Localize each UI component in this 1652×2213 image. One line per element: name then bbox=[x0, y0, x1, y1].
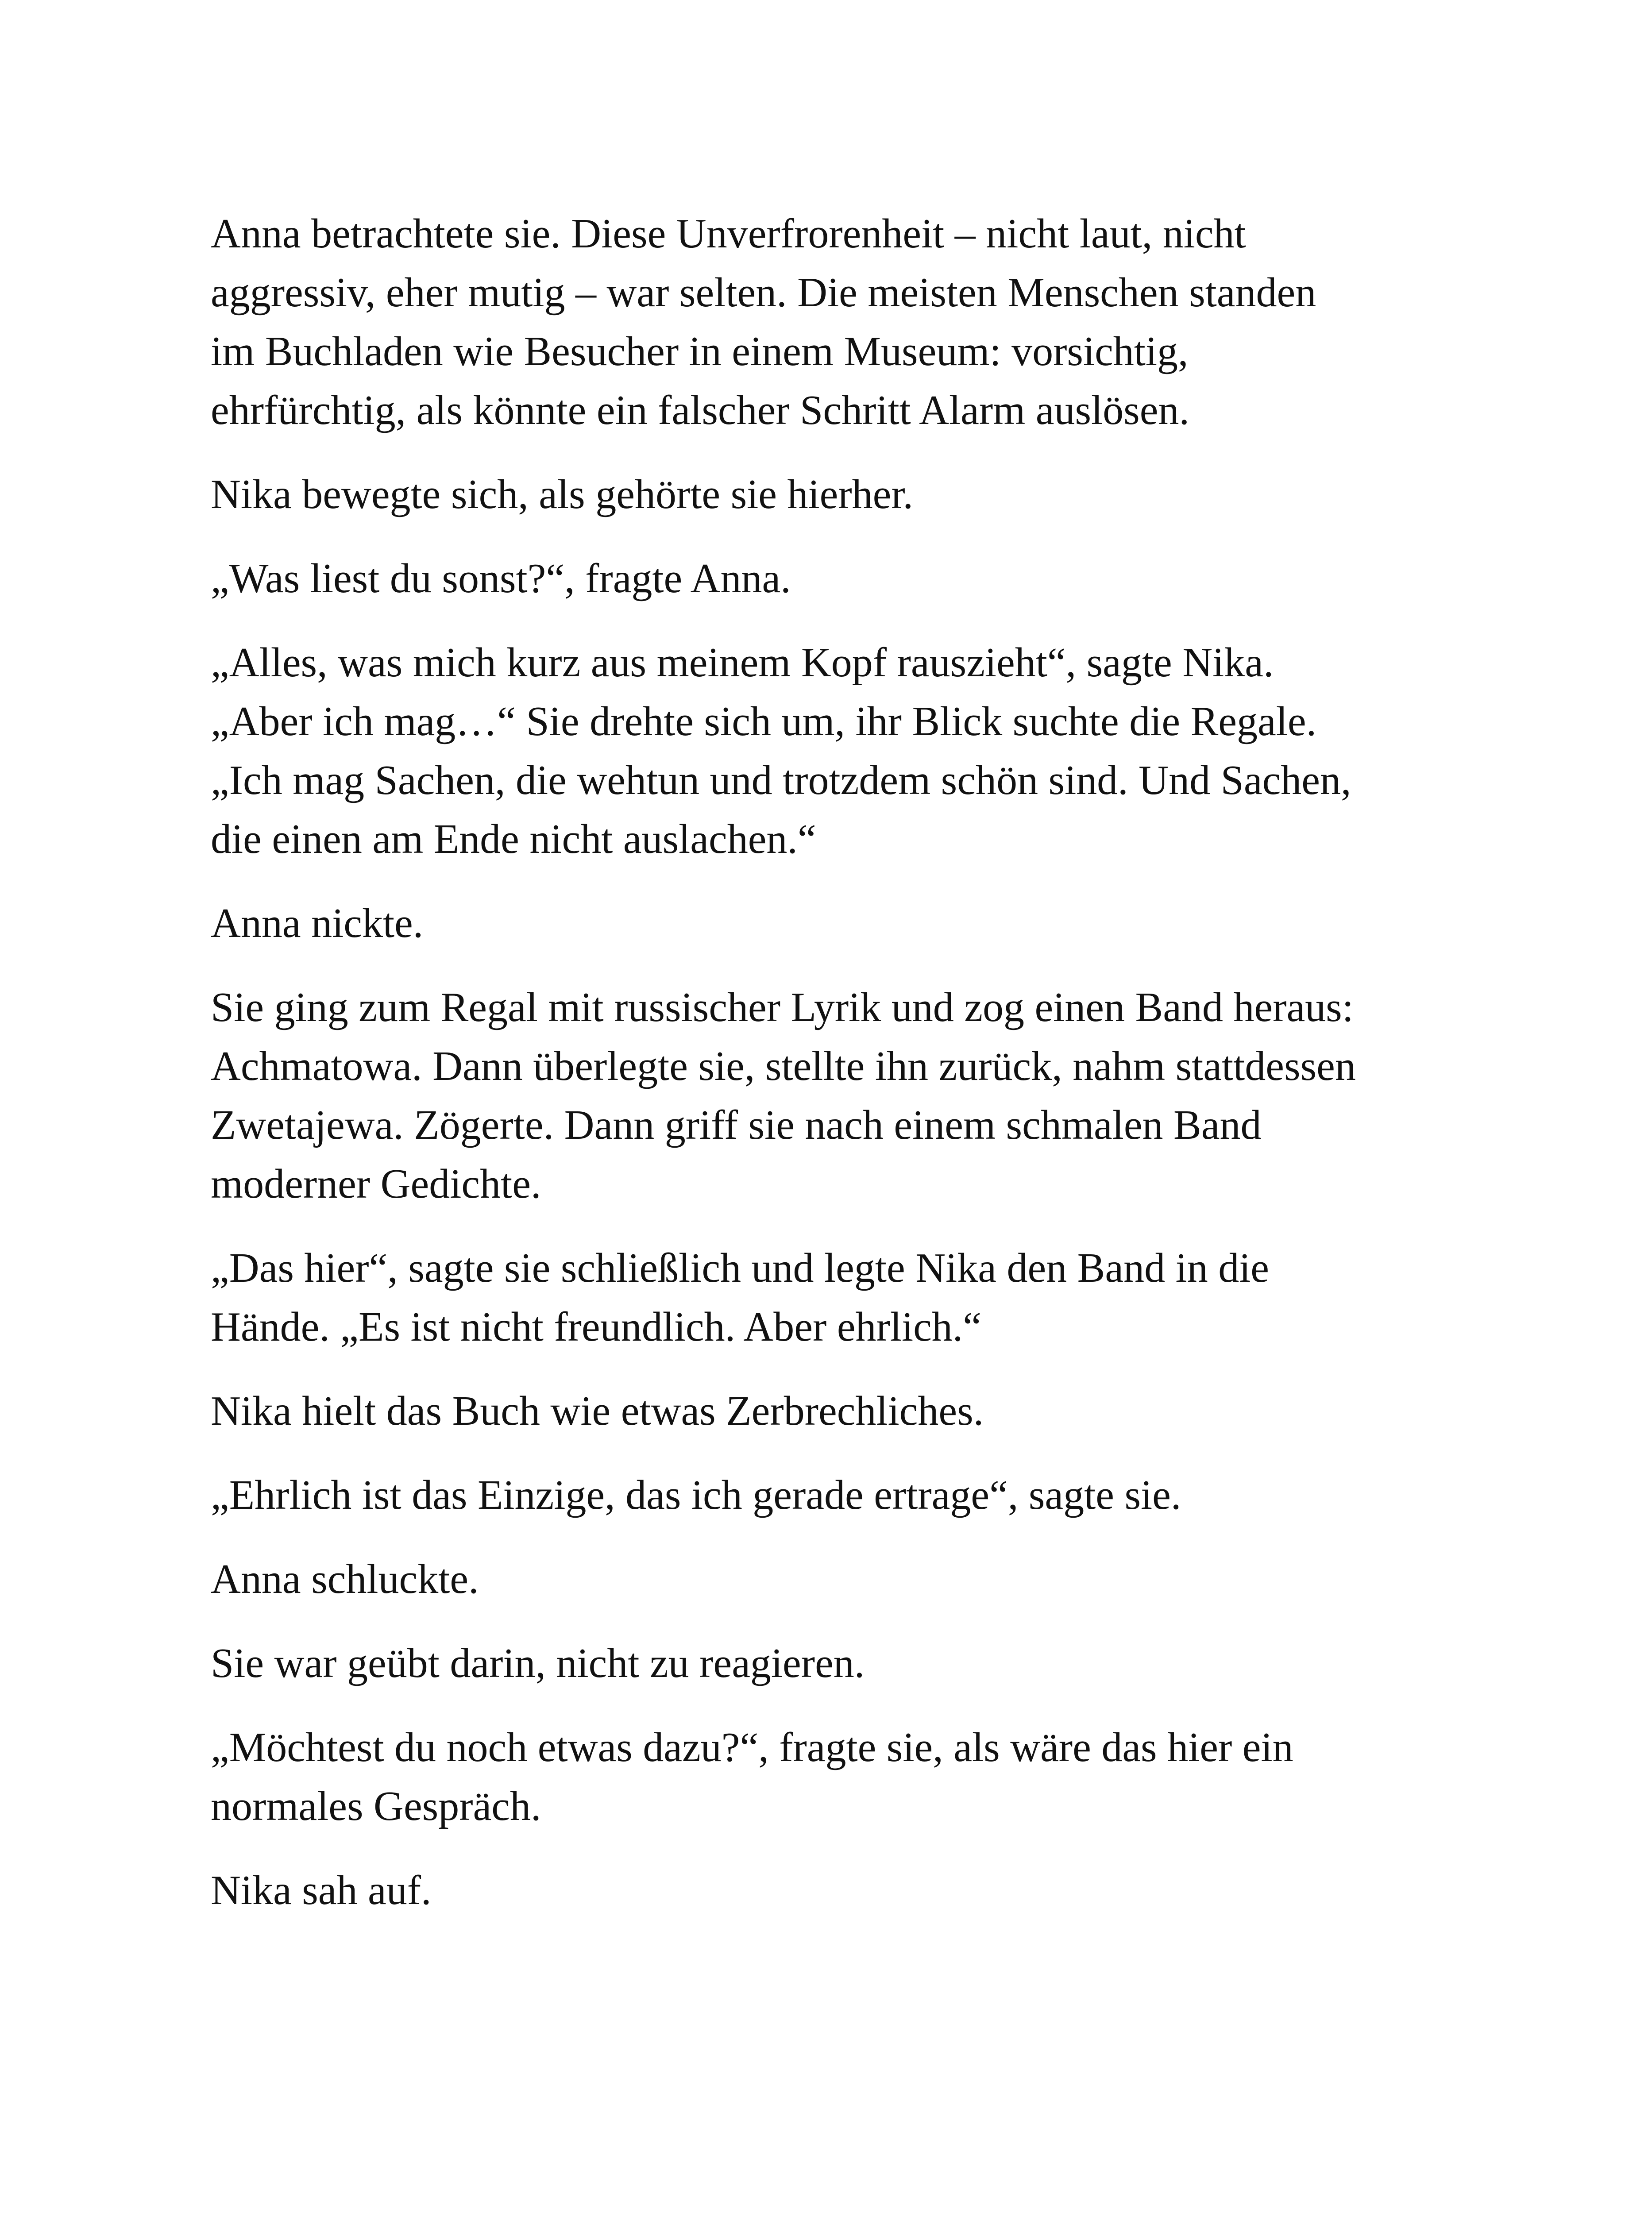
text-line: Achmatowa. Dann überlegte sie, stellte ihn zurück, nahm stattdessen bbox=[211, 1043, 1356, 1089]
text-line: Sie ging zum Regal mit russischer Lyrik und zog einen Band heraus: bbox=[211, 984, 1354, 1030]
paragraph bbox=[211, 1718, 1459, 1836]
paragraph bbox=[211, 204, 1459, 440]
text-line: Zwetajewa. Zögerte. Dann griff sie nach einem schmalen Band bbox=[211, 1102, 1262, 1148]
text-line: ehrfürchtig, als könnte ein falscher Schritt Alarm auslösen. bbox=[211, 387, 1189, 433]
paragraph bbox=[211, 894, 1459, 953]
text-line: „Ehrlich ist das Einzige, das ich gerade ertrage“, sagte sie. bbox=[211, 1472, 1181, 1518]
body-text bbox=[211, 204, 1459, 1945]
text-line: Sie war geübt darin, nicht zu reagieren. bbox=[211, 1640, 865, 1686]
text-line: „Das hier“, sagte sie schließlich und legte Nika den Band in die bbox=[211, 1245, 1270, 1291]
text-line: „Aber ich mag…“ Sie drehte sich um, ihr Blick suchte die Regale. bbox=[211, 698, 1317, 744]
text-line: Anna schluckte. bbox=[211, 1556, 479, 1602]
text-line: Hände. „Es ist nicht freundlich. Aber ehrlich.“ bbox=[211, 1304, 982, 1350]
paragraph bbox=[211, 633, 1459, 869]
text-line: die einen am Ende nicht auslachen.“ bbox=[211, 816, 816, 862]
text-line: „Ich mag Sachen, die wehtun und trotzdem schön sind. Und Sachen, bbox=[211, 757, 1351, 803]
paragraph bbox=[211, 1550, 1459, 1609]
text-line: normales Gespräch. bbox=[211, 1783, 541, 1829]
paragraph bbox=[211, 1239, 1459, 1357]
paragraph bbox=[211, 549, 1459, 608]
text-line: moderner Gedichte. bbox=[211, 1161, 541, 1207]
text-line: Nika bewegte sich, als gehörte sie hierher. bbox=[211, 471, 913, 517]
paragraph bbox=[211, 465, 1459, 524]
paragraph bbox=[211, 1634, 1459, 1693]
text-line: aggressiv, eher mutig – war selten. Die meisten Menschen standen bbox=[211, 270, 1316, 316]
text-line: im Buchladen wie Besucher in einem Museum: vorsichtig, bbox=[211, 328, 1189, 374]
text-line: Anna betrachtete sie. Diese Unverfrorenheit – nicht laut, nicht bbox=[211, 211, 1246, 257]
paragraph bbox=[211, 1466, 1459, 1525]
text-line: Nika sah auf. bbox=[211, 1867, 432, 1913]
paragraph bbox=[211, 978, 1459, 1214]
text-line: „Was liest du sonst?“, fragte Anna. bbox=[211, 555, 791, 601]
text-line: „Alles, was mich kurz aus meinem Kopf rauszieht“, sagte Nika. bbox=[211, 640, 1274, 686]
text-line: Anna nickte. bbox=[211, 900, 424, 946]
text-line: Nika hielt das Buch wie etwas Zerbrechliches. bbox=[211, 1388, 984, 1434]
text-line: „Möchtest du noch etwas dazu?“, fragte sie, als wäre das hier ein bbox=[211, 1724, 1293, 1770]
paragraph bbox=[211, 1382, 1459, 1441]
paragraph bbox=[211, 1861, 1459, 1920]
